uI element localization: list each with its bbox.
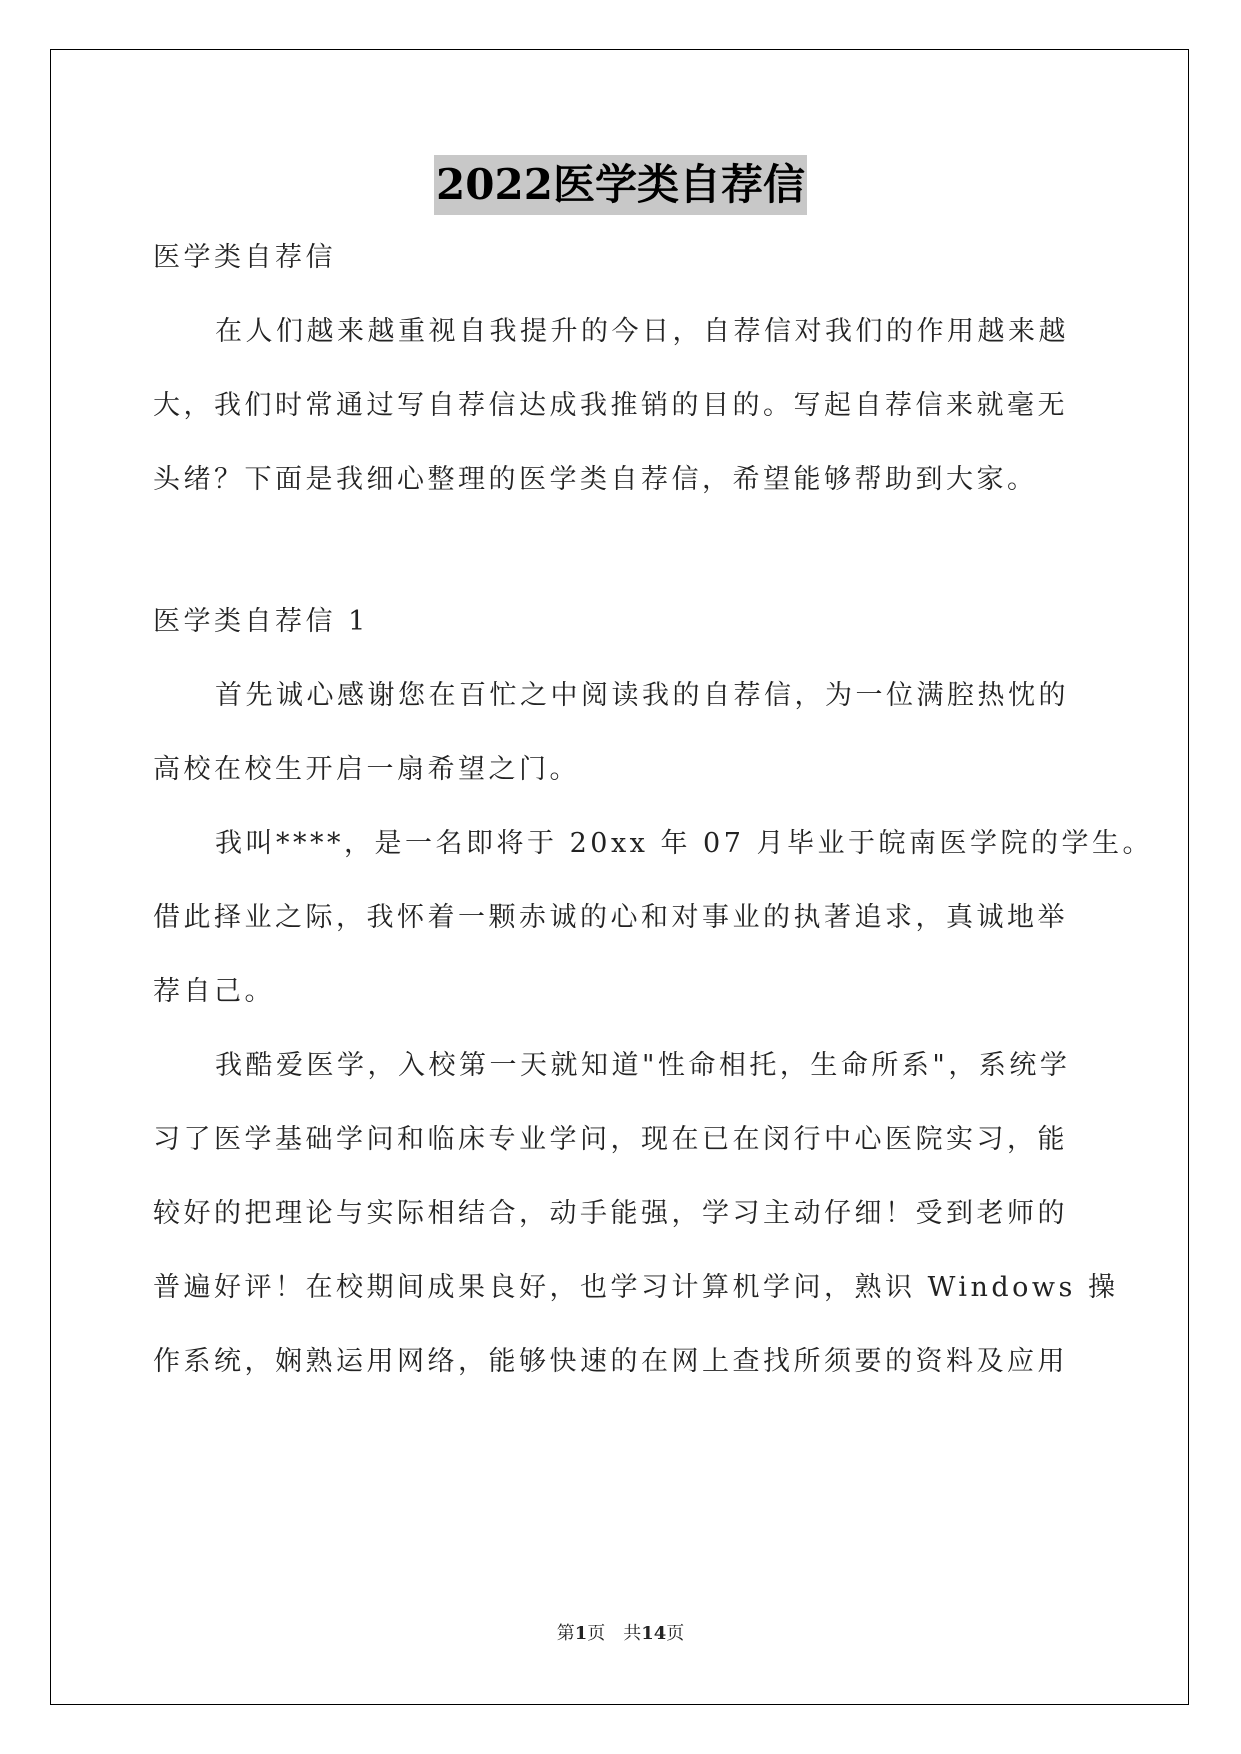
document-title: 2022医学类自荐信: [434, 155, 807, 215]
page-current-number: 1: [574, 1623, 588, 1644]
paragraph-line: 我酷爱医学，入校第一天就知道"性命相托，生命所系"，系统学: [215, 1050, 1071, 1081]
paragraph-line: 荐自己。: [153, 976, 275, 1007]
intro-line: 头绪？下面是我细心整理的医学类自荐信，希望能够帮助到大家。: [153, 464, 1038, 495]
paragraph-line: 作系统，娴熟运用网络，能够快速的在网上查找所须要的资料及应用: [153, 1346, 1068, 1377]
page-total-number: 14: [641, 1623, 667, 1644]
page-border: [50, 49, 1189, 1705]
page-footer: [0, 1622, 1241, 1646]
paragraph-line: 首先诚心感谢您在百忙之中阅读我的自荐信，为一位满腔热忱的: [215, 680, 1069, 711]
section-heading: 医学类自荐信 1: [153, 606, 369, 637]
total-prefix: 共: [623, 1623, 642, 1644]
paragraph-line: 借此择业之际，我怀着一颗赤诚的心和对事业的执著追求，真诚地举: [153, 902, 1068, 933]
total-suffix: 页: [666, 1623, 685, 1644]
title-container: [0, 155, 1241, 215]
intro-line: 大，我们时常通过写自荐信达成我推销的目的。写起自荐信来就毫无: [153, 390, 1068, 421]
paragraph-line: 习了医学基础学问和临床专业学问，现在已在闵行中心医院实习，能: [153, 1124, 1068, 1155]
intro-heading: 医学类自荐信: [153, 242, 336, 273]
paragraph-line: 较好的把理论与实际相结合，动手能强，学习主动仔细！受到老师的: [153, 1198, 1068, 1229]
paragraph-line: 高校在校生开启一扇希望之门。: [153, 754, 580, 785]
page-suffix: 页: [587, 1623, 606, 1644]
intro-line: 在人们越来越重视自我提升的今日，自荐信对我们的作用越来越: [215, 316, 1069, 347]
paragraph-line: 普遍好评！在校期间成果良好，也学习计算机学问，熟识 Windows 操: [153, 1272, 1119, 1303]
page-prefix: 第: [556, 1623, 575, 1644]
paragraph-line: 我叫****，是一名即将于 20xx 年 07 月毕业于皖南医学院的学生。: [215, 828, 1153, 859]
